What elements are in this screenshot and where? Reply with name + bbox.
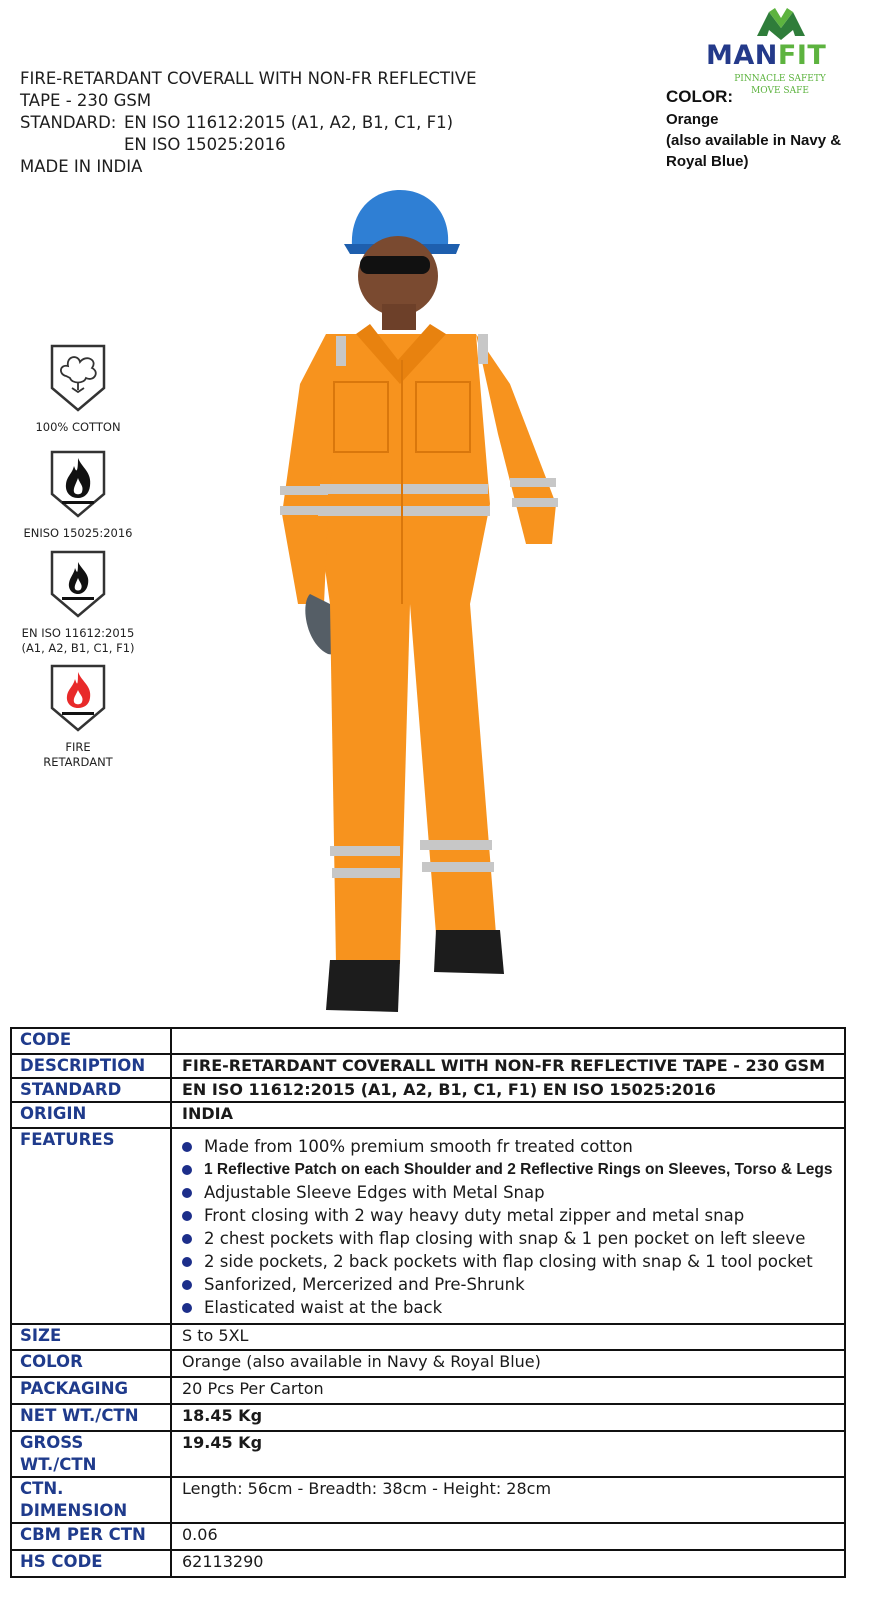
cbm-label: CBM PER CTN bbox=[11, 1523, 171, 1550]
list-item: Sanforized, Mercerized and Pre-Shrunk bbox=[182, 1273, 834, 1296]
icon-label: EN ISO 11612:2015 bbox=[21, 626, 135, 640]
gross-wt-label: GROSS WT./CTN bbox=[11, 1431, 171, 1477]
standard-line1: EN ISO 11612:2015 (A1, A2, B1, C1, F1) bbox=[124, 113, 454, 132]
icon-label-sub: (A1, A2, B1, C1, F1) bbox=[21, 641, 135, 655]
features-label: FEATURES bbox=[11, 1128, 171, 1324]
ctn-dimension-label: CTN. DIMENSION bbox=[11, 1477, 171, 1523]
color-info bbox=[666, 86, 841, 172]
color-value: Orange (also available in Navy & Royal Blue) bbox=[171, 1350, 845, 1377]
icon-label: ENISO 15025:2016 bbox=[23, 526, 133, 540]
table-row bbox=[11, 1377, 845, 1404]
table-row bbox=[11, 1102, 845, 1128]
standard-label: STANDARD bbox=[11, 1078, 171, 1102]
ctn-dimension-value: Length: 56cm - Breadth: 38cm - Height: 28cm bbox=[171, 1477, 845, 1523]
color-info-line1: Orange bbox=[666, 111, 719, 128]
table-row bbox=[11, 1404, 845, 1431]
list-item: Front closing with 2 way heavy duty metal zipper and metal snap bbox=[182, 1204, 834, 1227]
table-row bbox=[11, 1324, 845, 1350]
color-info-line3: Royal Blue) bbox=[666, 153, 749, 170]
size-value: S to 5XL bbox=[171, 1324, 845, 1350]
description-value: FIRE-RETARDANT COVERALL WITH NON-FR REFLECTIVE TAPE - 230 GSM bbox=[171, 1054, 845, 1078]
table-row bbox=[11, 1523, 845, 1550]
icon-flame-standard-block bbox=[18, 448, 138, 541]
hs-code-label: HS CODE bbox=[11, 1550, 171, 1577]
list-item: Made from 100% premium smooth fr treated cotton bbox=[182, 1135, 834, 1158]
cotton-icon bbox=[48, 342, 108, 414]
product-title-line1: FIRE-RETARDANT COVERALL WITH NON-FR REFLECTIVE bbox=[20, 69, 477, 88]
list-item: Elasticated waist at the back bbox=[182, 1296, 834, 1319]
table-row bbox=[11, 1431, 845, 1477]
header-standards bbox=[20, 112, 477, 156]
product-title-line2: TAPE - 230 GSM bbox=[20, 91, 152, 110]
list-item: 2 side pockets, 2 back pockets with flap closing with snap & 1 tool pocket bbox=[182, 1250, 834, 1273]
cbm-value: 0.06 bbox=[171, 1523, 845, 1550]
standard-value: EN ISO 11612:2015 (A1, A2, B1, C1, F1) EN ISO 15025:2016 bbox=[171, 1078, 845, 1102]
features-list bbox=[182, 1135, 834, 1319]
icon-cotton-block bbox=[18, 342, 138, 435]
logo-name-fit: FIT bbox=[777, 40, 827, 71]
code-label: CODE bbox=[11, 1028, 171, 1054]
list-item: 2 chest pockets with flap closing with snap & 1 pen pocket on left sleeve bbox=[182, 1227, 834, 1250]
table-row bbox=[11, 1477, 845, 1523]
net-wt-label: NET WT./CTN bbox=[11, 1404, 171, 1431]
fire-retardant-icon bbox=[48, 662, 108, 734]
gross-wt-value: 19.45 Kg bbox=[171, 1431, 845, 1477]
icon-label-sub: RETARDANT bbox=[43, 755, 113, 769]
spec-table bbox=[10, 1027, 846, 1578]
code-value bbox=[171, 1028, 845, 1054]
standard-line2: EN ISO 15025:2016 bbox=[124, 135, 286, 154]
logo-name-man: MAN bbox=[706, 40, 778, 71]
size-label: SIZE bbox=[11, 1324, 171, 1350]
icon-fire-retardant-block bbox=[18, 662, 138, 770]
packaging-label: PACKAGING bbox=[11, 1377, 171, 1404]
flame-standard-icon bbox=[48, 448, 108, 520]
table-row bbox=[11, 1550, 845, 1577]
logo-tagline1: PINNACLE SAFETY bbox=[734, 74, 826, 84]
list-item: Adjustable Sleeve Edges with Metal Snap bbox=[182, 1181, 834, 1204]
coverall-model-image bbox=[270, 184, 570, 1014]
color-info-line2: (also available in Navy & bbox=[666, 132, 842, 149]
origin-label: ORIGIN bbox=[11, 1102, 171, 1128]
color-info-label: COLOR: bbox=[666, 87, 734, 106]
logo-tagline2: MOVE SAFE bbox=[751, 86, 809, 96]
description-label: DESCRIPTION bbox=[11, 1054, 171, 1078]
list-item: 1 Reflective Patch on each Shoulder and 2 Reflective Rings on Sleeves, Torso & Legs bbox=[182, 1158, 834, 1181]
color-label: COLOR bbox=[11, 1350, 171, 1377]
standard-label: STANDARD: bbox=[20, 113, 117, 132]
logo-mark-icon bbox=[751, 6, 811, 40]
product-header bbox=[20, 68, 477, 178]
icon-label: 100% COTTON bbox=[35, 420, 121, 434]
hs-code-value: 62113290 bbox=[171, 1550, 845, 1577]
table-row bbox=[11, 1028, 845, 1054]
table-row bbox=[11, 1128, 845, 1324]
table-row bbox=[11, 1054, 845, 1078]
icon-label: FIRE bbox=[65, 740, 91, 754]
packaging-value: 20 Pcs Per Carton bbox=[171, 1377, 845, 1404]
origin-value: INDIA bbox=[171, 1102, 845, 1128]
table-row bbox=[11, 1078, 845, 1102]
icon-flame-test-block bbox=[18, 548, 138, 656]
features-value bbox=[171, 1128, 845, 1324]
table-row bbox=[11, 1350, 845, 1377]
made-in: MADE IN INDIA bbox=[20, 157, 143, 176]
net-wt-value: 18.45 Kg bbox=[171, 1404, 845, 1431]
flame-test-icon bbox=[48, 548, 108, 620]
